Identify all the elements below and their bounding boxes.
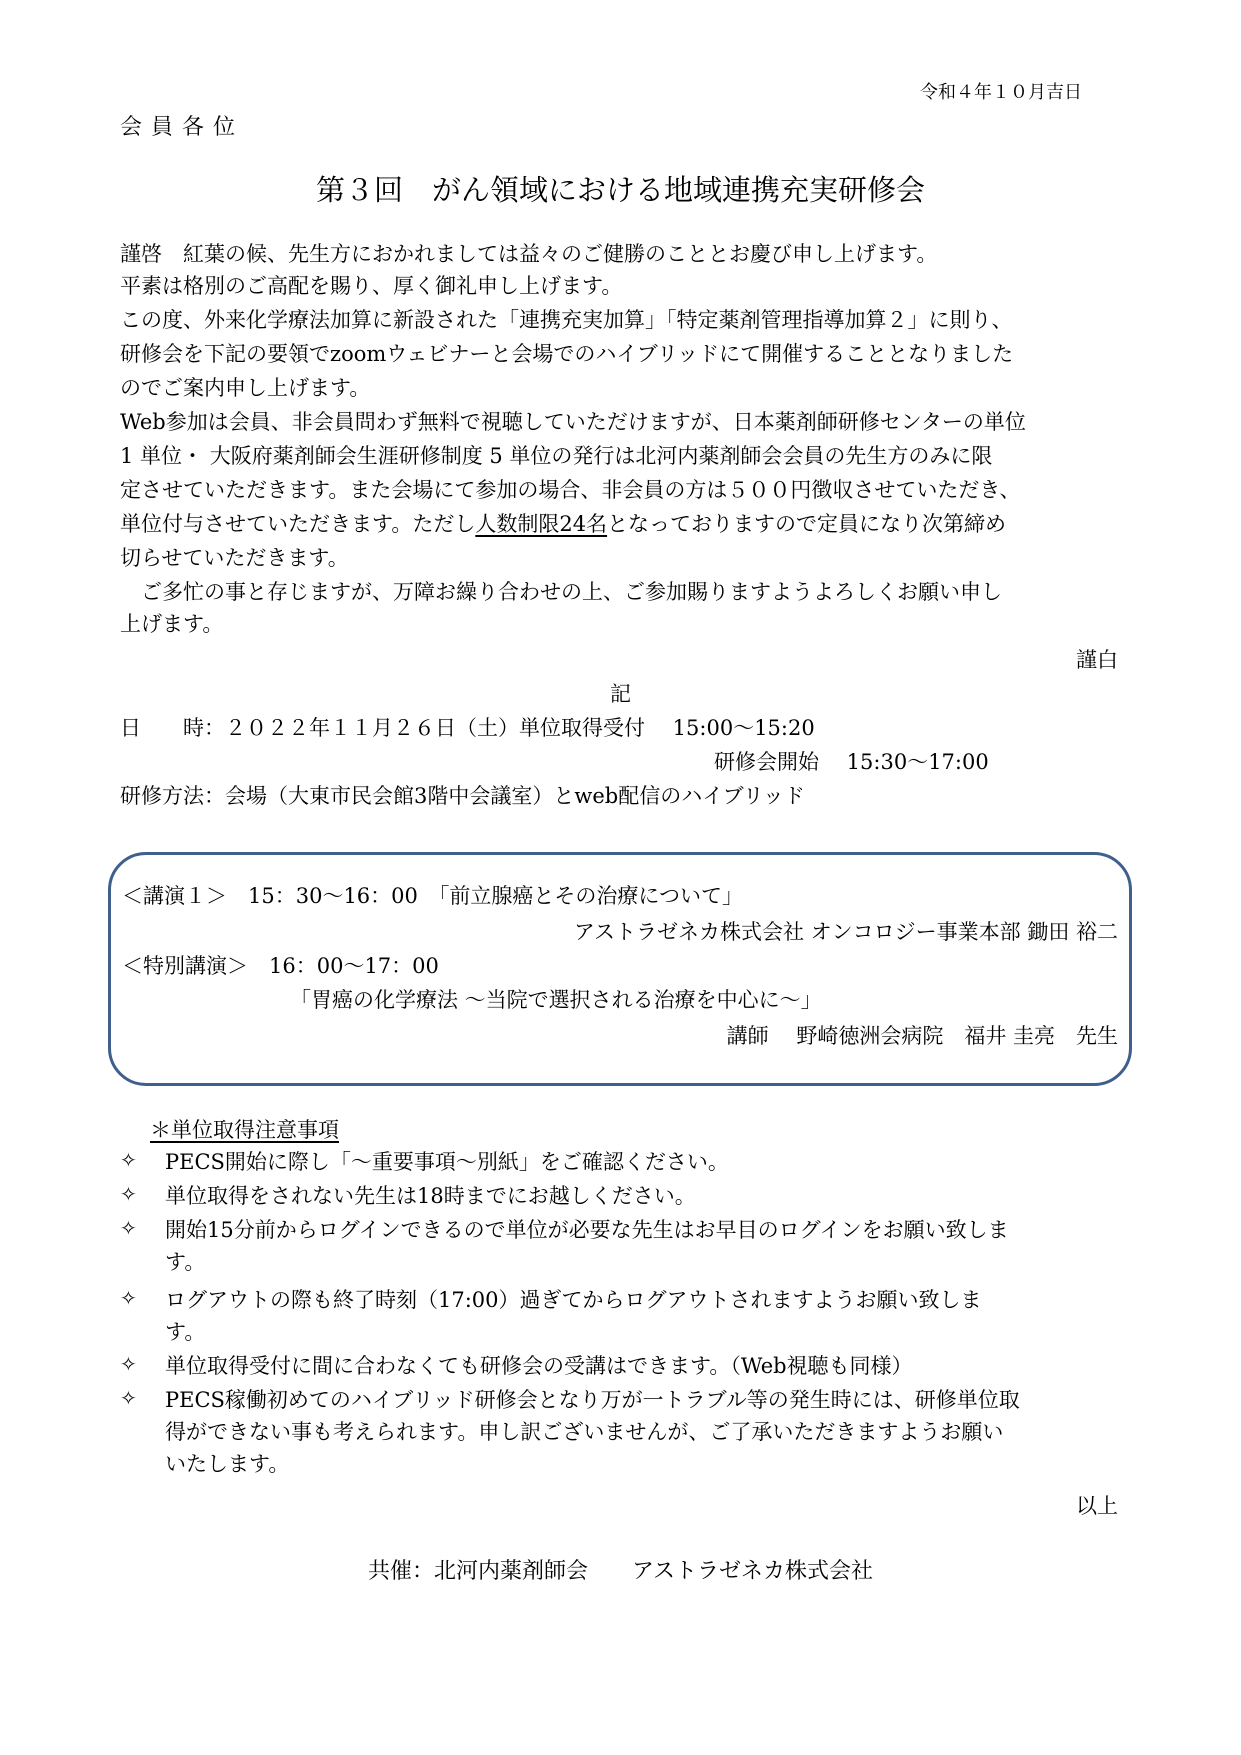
letter-text: となっておりますので定員になり次第締め	[607, 512, 1007, 536]
special-lecture-heading: ＜特別講演＞ 16：00～17：00	[122, 954, 439, 978]
document-date: 令和４年１０月吉日	[920, 82, 1082, 103]
letter-line: 切らせていただきます。	[120, 546, 349, 570]
method-line: 研修方法：会場（大東市民会館3階中会議室）とweb配信のハイブリッド	[120, 784, 805, 808]
letter-line: 1 単位・ 大阪府薬剤師会生涯研修制度 5 単位の発行は北河内薬剤師会会員の先生方のみに限	[120, 444, 993, 468]
datetime-label: 日 時：	[120, 716, 225, 740]
salutation: 会員各位	[120, 115, 245, 140]
datetime-value: ２０２２年１１月２６日（土）単位取得受付 15:00～15:20	[225, 716, 815, 740]
ki-heading: 記	[610, 682, 631, 706]
capacity-limit: 人数制限24名	[475, 512, 608, 536]
note-item: ログアウトの際も終了時刻（17:00）過ぎてからログアウトされますようお願い致しま す。	[165, 1288, 982, 1344]
diamond-bullet-icon: ✧	[120, 1148, 137, 1172]
datetime-row	[120, 712, 815, 744]
special-lecture-speaker: 講師 野崎徳洲会病院 福井 圭亮 先生	[726, 1024, 1118, 1048]
letter-line: ご多忙の事と存じますが、万障お繰り合わせの上、ご参加賜りますようよろしくお願い申し	[120, 580, 1002, 604]
lecture1-heading: ＜講演１＞ 15：30～16：00 「前立腺癌とその治療について」	[122, 884, 743, 908]
note-item: 開始15分前からログインできるので単位が必要な先生はお早目のログインをお願い致しま す。	[165, 1218, 1009, 1274]
letter-line: のでご案内申し上げます。	[120, 376, 371, 400]
diamond-bullet-icon: ✧	[120, 1286, 137, 1310]
special-lecture-title: 「胃癌の化学療法 ～当院で選択される治療を中心に～」	[290, 988, 822, 1012]
start-time: 研修会開始 15:30～17:00	[714, 750, 989, 774]
lecture1-speaker: アストラゼネカ株式会社 オンコロジー事業本部 鋤田 裕二	[573, 920, 1118, 944]
closing-word: 謹白	[1076, 648, 1118, 672]
sponsors: 共催：北河内薬剤師会 アストラゼネカ株式会社	[367, 1559, 874, 1584]
note-item: PECS開始に際し「～重要事項～別紙」をご確認ください。	[165, 1150, 729, 1174]
letter-line: Web参加は会員、非会員問わず無料で視聴していただけますが、日本薬剤師研修センターの単位	[120, 410, 1026, 434]
diamond-bullet-icon: ✧	[120, 1182, 137, 1206]
letter-text: 単位付与させていただきます。ただし	[120, 512, 476, 536]
notes-heading: ＊単位取得注意事項	[150, 1118, 339, 1142]
note-item: 単位取得をされない先生は18時までにお越しください。	[165, 1184, 696, 1208]
letter-line: 上げます。	[120, 612, 224, 636]
diamond-bullet-icon: ✧	[120, 1216, 137, 1240]
letter-line: 謹啓 紅葉の候、先生方におかれましては益々のご健勝のこととお慶び申し上げます。	[120, 242, 938, 266]
page-title: 第３回 がん領域における地域連携充実研修会	[315, 173, 925, 207]
note-item: PECS稼働初めてのハイブリッド研修会となり万が一トラブル等の発生時には、研修単位取 得ができない事も考えられます。申し訳ございませんが、ご了承いただきますようお願い いたします。	[165, 1388, 1020, 1476]
note-item: 単位取得受付に間に合わなくても研修会の受講はできます。（Web視聴も同様）	[165, 1354, 913, 1378]
end-mark: 以上	[1076, 1494, 1118, 1518]
letter-line: 平素は格別のご高配を賜り、厚く御礼申し上げます。	[120, 274, 623, 298]
diamond-bullet-icon: ✧	[120, 1352, 137, 1376]
letter-line	[120, 508, 1125, 540]
letter-line: 定させていただきます。また会場にて参加の場合、非会員の方は５００円徴収させていただき、	[120, 478, 1021, 502]
letter-line: 研修会を下記の要領でzoomウェビナーと会場でのハイブリッドにて開催することとなりました	[120, 342, 1014, 366]
letter-line: この度、外来化学療法加算に新設された「連携充実加算」「特定薬剤管理指導加算２」に則り、	[120, 308, 1013, 332]
diamond-bullet-icon: ✧	[120, 1386, 137, 1410]
